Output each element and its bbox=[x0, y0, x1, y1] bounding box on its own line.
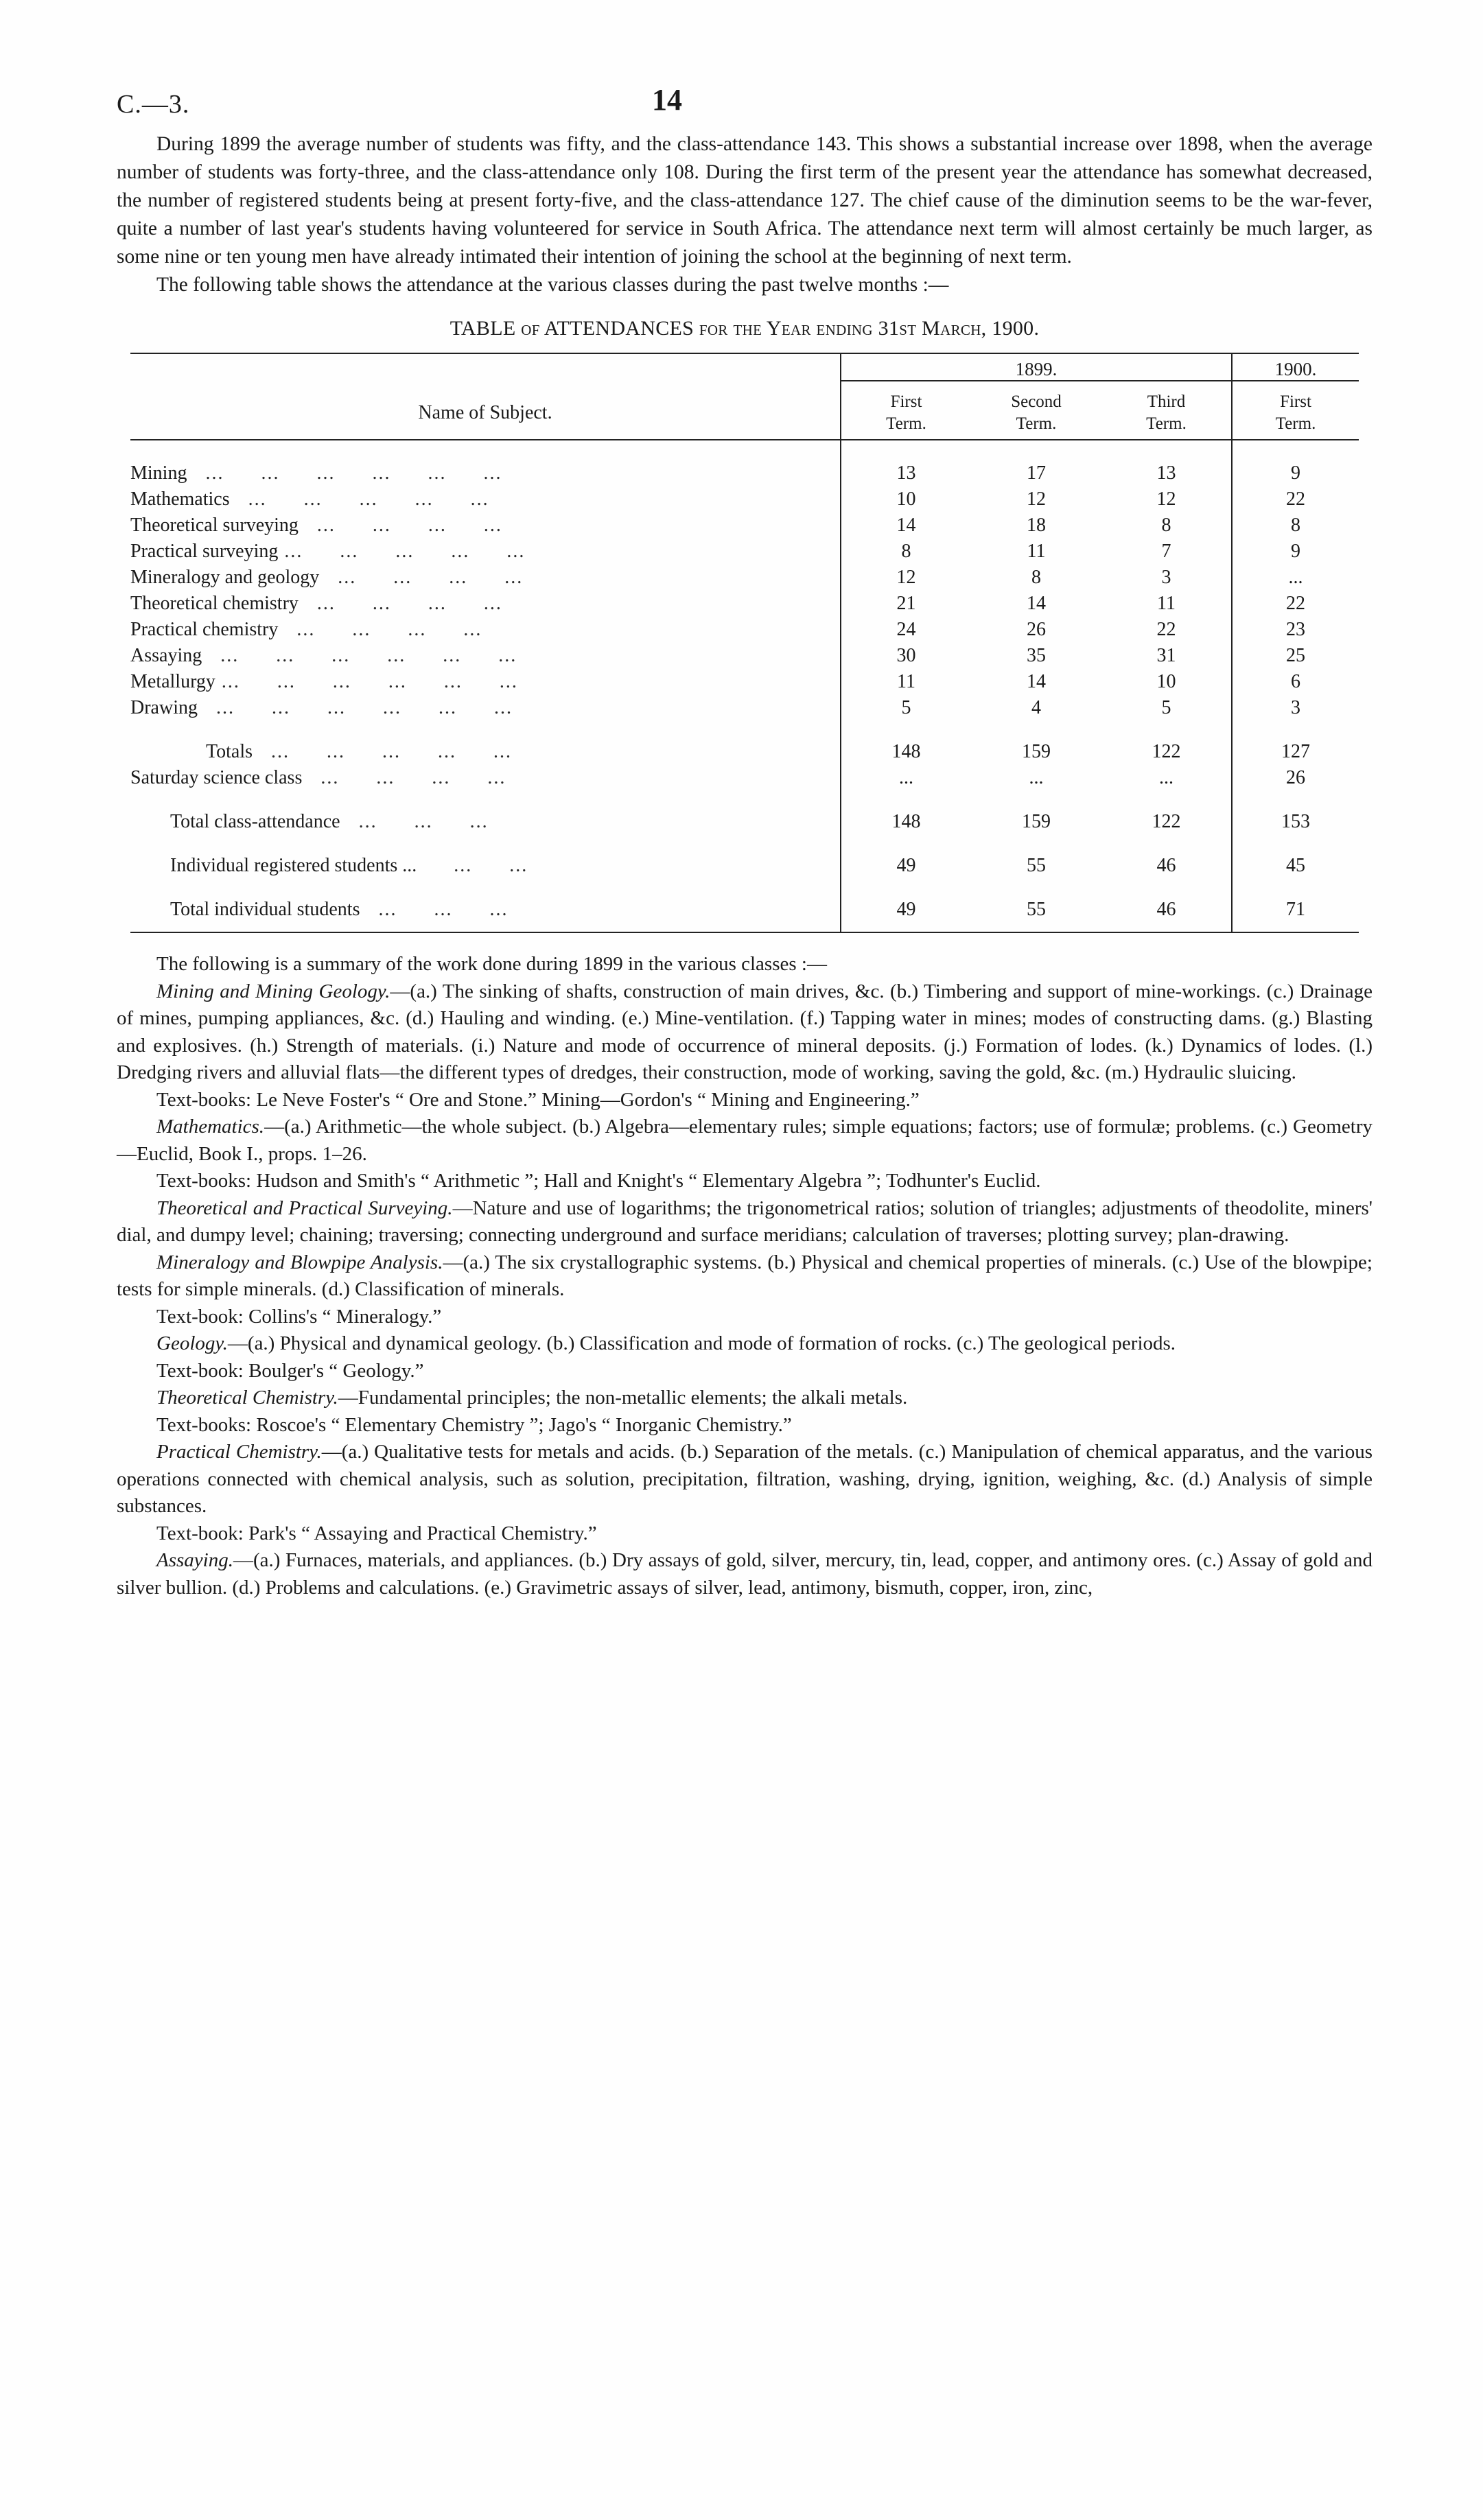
row-value: 49 bbox=[841, 851, 971, 877]
summary-item-text: Text-books: Le Neve Foster's “ Ore and Stone.” Mining—Gordon's “ Mining and Engineering.” bbox=[156, 1088, 920, 1111]
row-value: 71 bbox=[1286, 899, 1305, 920]
table-row bbox=[130, 458, 1359, 484]
leader-dots: ... ... ... bbox=[340, 811, 489, 832]
table-row bbox=[130, 589, 1359, 615]
row-value: 45 bbox=[1286, 855, 1305, 876]
row-value: 127 bbox=[1281, 741, 1310, 762]
summary-item-geology bbox=[117, 1330, 1373, 1358]
row-value: 122 bbox=[1101, 737, 1232, 763]
row-value: 159 bbox=[1022, 811, 1051, 832]
paragraph-table-intro: The following table shows the attendance at the various classes during the past twelve months :— bbox=[156, 274, 949, 296]
paragraph-attendance-summary: During 1899 the average number of students was fifty, and the class-attendance 143. This shows a substantial increase over 1898, when the average number of students was forty-three, and the class-attendance only 108. During the first term of the present year the attendance has somewhat decreased, the number of registered students being at present forty-five, and the class-attendance 127. The chief cause of the diminution seems to be the war-fever, quite a number of last year's students having volunteered for service in South Africa. The attendance next term will almost certainly be much larger, as some nine or ten young men have already intimated their intention of joining the school at the beginning of next term. bbox=[117, 133, 1373, 268]
row-subject: Drawing bbox=[130, 697, 198, 718]
table-spacer bbox=[130, 719, 1359, 737]
summary-item-assaying bbox=[117, 1547, 1373, 1601]
row-subject: Theoretical surveying bbox=[130, 515, 299, 536]
table-row-totals bbox=[130, 737, 1359, 763]
row-value: 4 bbox=[1031, 697, 1041, 718]
leader-dots: ... ... ... ... ... bbox=[229, 488, 489, 510]
page-content bbox=[117, 82, 1373, 1601]
summary-intro: The following is a summary of the work done during 1899 in the various classes :— bbox=[156, 953, 827, 975]
row-value: 8 bbox=[841, 537, 971, 563]
table-header-rule bbox=[130, 435, 1359, 440]
row-value: 14 bbox=[841, 510, 971, 537]
summary-item-theoretical-chemistry bbox=[117, 1385, 1373, 1412]
summary-item-text: Text-books: Roscoe's “ Elementary Chemistry ”; Jago's “ Inorganic Chemistry.” bbox=[156, 1413, 792, 1436]
table-spacer bbox=[130, 921, 1359, 932]
row-value: 11 bbox=[841, 667, 971, 693]
row-value: 13 bbox=[841, 458, 971, 484]
row-value: 159 bbox=[1022, 741, 1051, 762]
row-subject: Totals bbox=[206, 741, 253, 762]
table-row-total-class-attendance bbox=[130, 807, 1359, 833]
summary-item-mathematics bbox=[117, 1114, 1373, 1168]
summary-item-title: Mining and Mining Geology. bbox=[156, 980, 390, 1002]
leader-dots: ... ... ... ... ... ... bbox=[202, 645, 517, 666]
row-value: 46 bbox=[1101, 851, 1232, 877]
row-subject: Saturday science class bbox=[130, 767, 303, 788]
leader-dots: ... ... ... ... ... ... bbox=[197, 697, 513, 718]
row-value: 55 bbox=[1027, 855, 1046, 876]
column-header-year-1899: 1899. bbox=[841, 353, 1232, 381]
page-header bbox=[117, 82, 1373, 130]
leader-dots: ... ... ... bbox=[360, 899, 509, 920]
document-code: C.—3. bbox=[117, 90, 190, 119]
summary-item-title: Practical Chemistry. bbox=[156, 1441, 322, 1463]
summary-item-geology-textbook bbox=[117, 1358, 1373, 1385]
row-value: 35 bbox=[1027, 645, 1046, 666]
summary-item-title: Theoretical and Practical Surveying. bbox=[156, 1197, 453, 1219]
column-header-year-1900: 1900. bbox=[1232, 353, 1359, 381]
table-caption: TABLE of ATTENDANCES for the Year ending 31st March, 1900. bbox=[449, 317, 1040, 340]
term-header-line1: First bbox=[1280, 392, 1311, 411]
table-spacer bbox=[130, 833, 1359, 851]
summary-item-text: —(a.) Qualitative tests for metals and acids. (b.) Separation of the metals. (c.) Manipulation of chemical apparatus, and the various operations connected with chemical analysis, such as solution, precipitation, filtration, washing, drying, ignition, weighing, &c. (d.) Analysis of simple substances. bbox=[117, 1441, 1373, 1517]
row-value: 153 bbox=[1281, 811, 1310, 832]
summary-item-text: Text-book: Boulger's “ Geology.” bbox=[156, 1359, 424, 1382]
term-header-line2: Term. bbox=[886, 414, 926, 433]
leader-dots: ... ... ... ... bbox=[278, 619, 482, 640]
summary-item-text: Text-books: Hudson and Smith's “ Arithmetic ”; Hall and Knight's “ Elementary Algebra ”; Todhunter's Euclid. bbox=[156, 1170, 1041, 1192]
row-value: 55 bbox=[1027, 899, 1046, 920]
row-value: ... bbox=[1288, 567, 1303, 588]
row-value: 148 bbox=[841, 737, 971, 763]
row-value: 12 bbox=[1027, 488, 1046, 510]
row-subject: Theoretical chemistry bbox=[130, 593, 299, 614]
table-row bbox=[130, 484, 1359, 510]
row-value: 26 bbox=[1286, 767, 1305, 788]
table-row bbox=[130, 510, 1359, 537]
leader-dots: ... ... ... ... bbox=[298, 593, 502, 614]
table-row bbox=[130, 563, 1359, 589]
table-row bbox=[130, 667, 1359, 693]
leader-dots: ... ... ... ... ... ... bbox=[215, 671, 518, 692]
summary-item-text: —Nature and use of logarithms; the trigonometrical ratios; solution of triangles; adjustments of theodolite, miners' dial, and dumpy level; chaining; traversing; connecting underground and surface meridians; calculation of traverses; plotting survey; plan-drawing. bbox=[117, 1197, 1373, 1246]
table-row bbox=[130, 615, 1359, 641]
summary-item-title: Mathematics. bbox=[156, 1116, 265, 1138]
row-value: 9 bbox=[1291, 462, 1300, 484]
term-header-line1: First bbox=[890, 392, 922, 411]
leader-dots: ... ... ... ... ... bbox=[278, 541, 526, 562]
row-value: 17 bbox=[1027, 462, 1046, 484]
summary-item-mineralogy bbox=[117, 1249, 1373, 1304]
row-value: 46 bbox=[1101, 895, 1232, 921]
row-value: 26 bbox=[1027, 619, 1046, 640]
summary-item-mineralogy-textbook bbox=[117, 1304, 1373, 1331]
summary-item-text: —Fundamental principles; the non-metallic elements; the alkali metals. bbox=[338, 1387, 908, 1409]
summary-section bbox=[117, 951, 1373, 1601]
row-subject: Mining bbox=[130, 462, 187, 484]
table-row-saturday bbox=[130, 763, 1359, 789]
column-header-term-2 bbox=[971, 381, 1101, 435]
row-value: 12 bbox=[1101, 484, 1232, 510]
table-row bbox=[130, 537, 1359, 563]
row-value: 13 bbox=[1101, 458, 1232, 484]
row-value: 3 bbox=[1101, 563, 1232, 589]
row-value: 12 bbox=[841, 563, 971, 589]
summary-item-practical-chemistry bbox=[117, 1439, 1373, 1520]
row-value: 5 bbox=[1101, 693, 1232, 719]
term-header-line2: Term. bbox=[1146, 414, 1187, 433]
summary-item-text: —(a.) The sinking of shafts, construction of main drives, &c. (b.) Timbering and support of mine-workings. (c.) Drainage of mines, pumping appliances, &c. (d.) Hauling and winding. (e.) Mine-ventilation. (f.) Tapping water in mines; modes of constructing dams. (g.) Blasting and explosives. (h.) Strength of materials. (i.) Nature and mode of occurrence of mineral deposits. (j.) Formation of lodes. (k.) Dynamics of lodes. (l.) Dredging rivers and alluvial flats—the different types of dredges, their construction, mode of working, saving the gold, &c. (m.) Hydraulic sluicing. bbox=[117, 980, 1373, 1083]
summary-item-theoretical-chemistry-textbooks bbox=[117, 1412, 1373, 1439]
row-value: 21 bbox=[841, 589, 971, 615]
row-value: 5 bbox=[841, 693, 971, 719]
table-header-year-row bbox=[130, 353, 1359, 381]
table-spacer bbox=[130, 440, 1359, 458]
page-number: 14 bbox=[652, 83, 682, 117]
summary-item-text: —(a.) The six crystallographic systems. (b.) Physical and chemical properties of minerals. (c.) Use of the blowpipe; tests for simple minerals. (d.) Classification of minerals. bbox=[117, 1251, 1373, 1300]
row-value: 6 bbox=[1291, 671, 1300, 692]
row-value: 14 bbox=[1027, 593, 1046, 614]
row-value: ... bbox=[841, 763, 971, 789]
table-row-individual-registered bbox=[130, 851, 1359, 877]
term-header-line2: Term. bbox=[1016, 414, 1057, 433]
row-value: 18 bbox=[1027, 515, 1046, 536]
row-subject: Total individual students bbox=[170, 899, 360, 920]
row-value: 148 bbox=[841, 807, 971, 833]
row-subject: Practical chemistry bbox=[130, 619, 279, 640]
row-subject: Mineralogy and geology bbox=[130, 567, 320, 588]
row-value: 22 bbox=[1101, 615, 1232, 641]
summary-item-mining-textbooks bbox=[117, 1087, 1373, 1114]
row-subject: Assaying bbox=[130, 645, 202, 666]
row-value: 10 bbox=[841, 484, 971, 510]
summary-item-text: —(a.) Physical and dynamical geology. (b.) Classification and mode of formation of rocks. (c.) The geological periods. bbox=[227, 1332, 1176, 1354]
summary-item-text: Text-book: Park's “ Assaying and Practical Chemistry.” bbox=[156, 1522, 597, 1544]
term-header-line2: Term. bbox=[1275, 414, 1316, 433]
row-subject: Total class-attendance bbox=[170, 811, 340, 832]
row-value: 22 bbox=[1286, 488, 1305, 510]
leader-dots: ... ... ... ... bbox=[302, 767, 506, 788]
summary-item-mining bbox=[117, 978, 1373, 1087]
row-value: 10 bbox=[1101, 667, 1232, 693]
summary-item-text: —(a.) Arithmetic—the whole subject. (b.) Algebra—elementary rules; simple equations; factors; use of formulæ; problems. (c.) Geometry—Euclid, Book I., props. 1–26. bbox=[117, 1116, 1373, 1165]
table-row bbox=[130, 693, 1359, 719]
summary-item-title: Geology. bbox=[156, 1332, 228, 1354]
column-header-term-3 bbox=[1101, 381, 1232, 435]
table-spacer bbox=[130, 877, 1359, 895]
row-value: 22 bbox=[1286, 593, 1305, 614]
row-value: 8 bbox=[1101, 510, 1232, 537]
column-header-term-1 bbox=[841, 381, 971, 435]
leader-dots: ... ... ... ... bbox=[319, 567, 524, 588]
row-value: 25 bbox=[1286, 645, 1305, 666]
summary-item-mathematics-textbooks bbox=[117, 1168, 1373, 1195]
term-header-line1: Second bbox=[1011, 392, 1062, 411]
row-value: 11 bbox=[1027, 541, 1046, 562]
leader-dots: ... ... ... ... bbox=[298, 515, 502, 536]
summary-item-surveying bbox=[117, 1195, 1373, 1249]
summary-item-text: Text-book: Collins's “ Mineralogy.” bbox=[156, 1305, 442, 1328]
row-value: 14 bbox=[1027, 671, 1046, 692]
row-subject: Individual registered students ... bbox=[170, 855, 417, 876]
row-value: 11 bbox=[1101, 589, 1232, 615]
table-spacer bbox=[130, 789, 1359, 807]
row-value: 49 bbox=[841, 895, 971, 921]
term-header-line1: Third bbox=[1147, 392, 1186, 411]
row-value: 8 bbox=[1031, 567, 1041, 588]
table-row bbox=[130, 641, 1359, 667]
summary-item-title: Mineralogy and Blowpipe Analysis. bbox=[156, 1251, 443, 1273]
row-subject: Metallurgy bbox=[130, 671, 215, 692]
row-value: 30 bbox=[841, 641, 971, 667]
table-row-total-individual bbox=[130, 895, 1359, 921]
row-value: 31 bbox=[1101, 641, 1232, 667]
leader-dots: ... ... bbox=[417, 855, 528, 876]
row-subject: Practical surveying bbox=[130, 541, 279, 562]
summary-item-practical-chemistry-textbook bbox=[117, 1520, 1373, 1548]
column-header-term-4 bbox=[1232, 381, 1359, 435]
row-value: ... bbox=[1029, 767, 1044, 788]
summary-item-title: Theoretical Chemistry. bbox=[156, 1387, 338, 1409]
row-subject: Mathematics bbox=[130, 488, 230, 510]
row-value: 24 bbox=[841, 615, 971, 641]
row-value: 23 bbox=[1286, 619, 1305, 640]
row-value: 122 bbox=[1101, 807, 1232, 833]
column-header-name: Name of Subject. bbox=[418, 402, 552, 423]
row-value: 8 bbox=[1291, 515, 1300, 536]
row-value: ... bbox=[1101, 763, 1232, 789]
row-value: 3 bbox=[1291, 697, 1300, 718]
row-value: 9 bbox=[1291, 541, 1300, 562]
leader-dots: ... ... ... ... ... bbox=[253, 741, 513, 762]
row-value: 7 bbox=[1101, 537, 1232, 563]
attendance-table bbox=[130, 353, 1359, 933]
summary-item-text: —(a.) Furnaces, materials, and appliances. (b.) Dry assays of gold, silver, mercury, tin, lead, copper, and antimony ores. (c.) Assay of gold and silver bullion. (d.) Problems and calculations. (e.) Gravimetric assays of silver, lead, antimony, bismuth, copper, iron, zinc, bbox=[117, 1549, 1373, 1599]
summary-item-title: Assaying. bbox=[156, 1549, 233, 1571]
leader-dots: ... ... ... ... ... ... bbox=[187, 462, 502, 484]
